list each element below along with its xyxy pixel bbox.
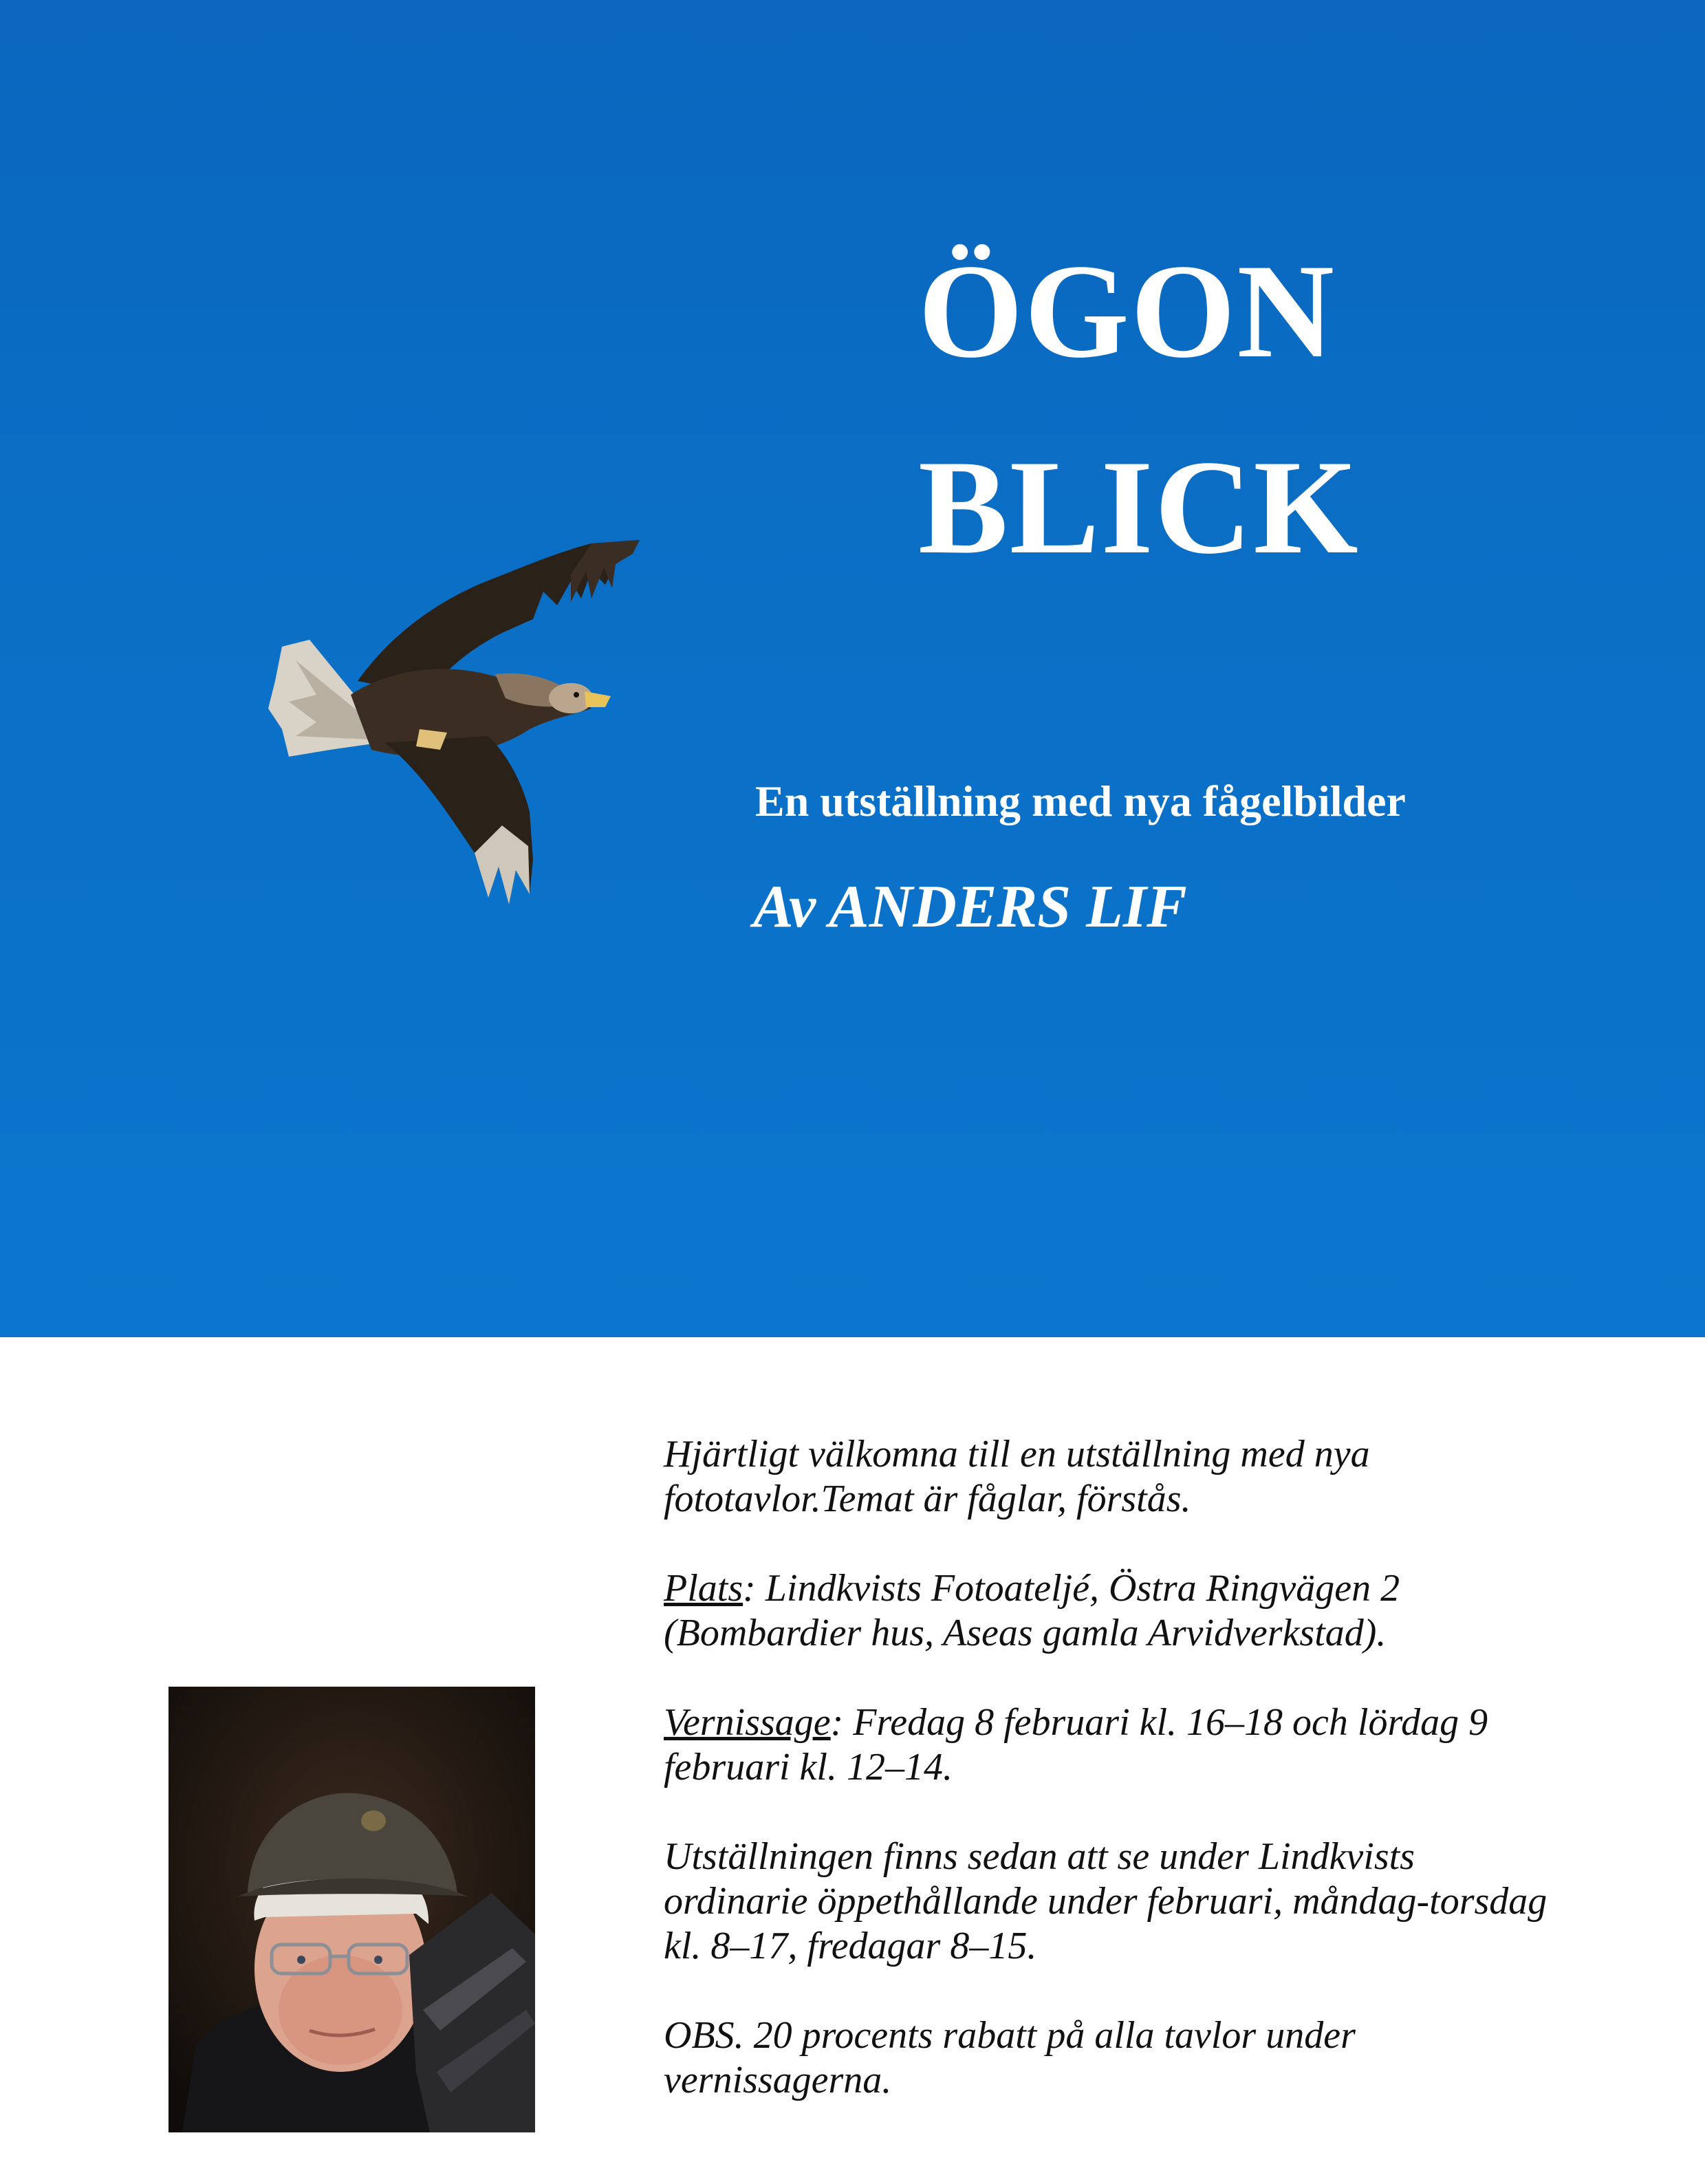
welcome-paragraph: Hjärtligt välkomna till en utställning med nya fototavlor.Temat är fåglar, förstås. <box>664 1433 1370 1520</box>
place-paragraph <box>664 1566 1558 1656</box>
artist-portrait-photo <box>169 1687 535 2132</box>
place-text: : Lindkvists Fotoateljé, Östra Ringvägen 2 (Bombardier hus, Aseas gamla Arvidverkstad). <box>664 1567 1400 1654</box>
hours-paragraph: Utställningen finns sedan att se under Lindkvists ordinarie öppethållande under februari, måndag-torsdag kl. 8–17, fredagar 8–15. <box>664 1835 1547 1967</box>
exhibition-subtitle: En utställning med nya fågelbilder <box>755 777 1406 825</box>
vernissage-label: Vernissage <box>664 1701 831 1744</box>
vernissage-text: : Fredag 8 februari kl. 16–18 och lördag 9 februari kl. 12–14. <box>664 1701 1488 1788</box>
title-line-1: ÖGON <box>918 237 1336 386</box>
eagle-photo <box>268 523 640 908</box>
vernissage-paragraph <box>664 1700 1558 1790</box>
discount-paragraph: OBS. 20 procents rabatt på alla tavlor under vernissagerna. <box>664 2014 1356 2101</box>
exhibition-info <box>664 1432 1558 2148</box>
artist-byline: Av ANDERS LIF <box>753 874 1187 940</box>
place-label: Plats <box>664 1567 743 1610</box>
title-line-2: BLICK <box>918 433 1360 582</box>
